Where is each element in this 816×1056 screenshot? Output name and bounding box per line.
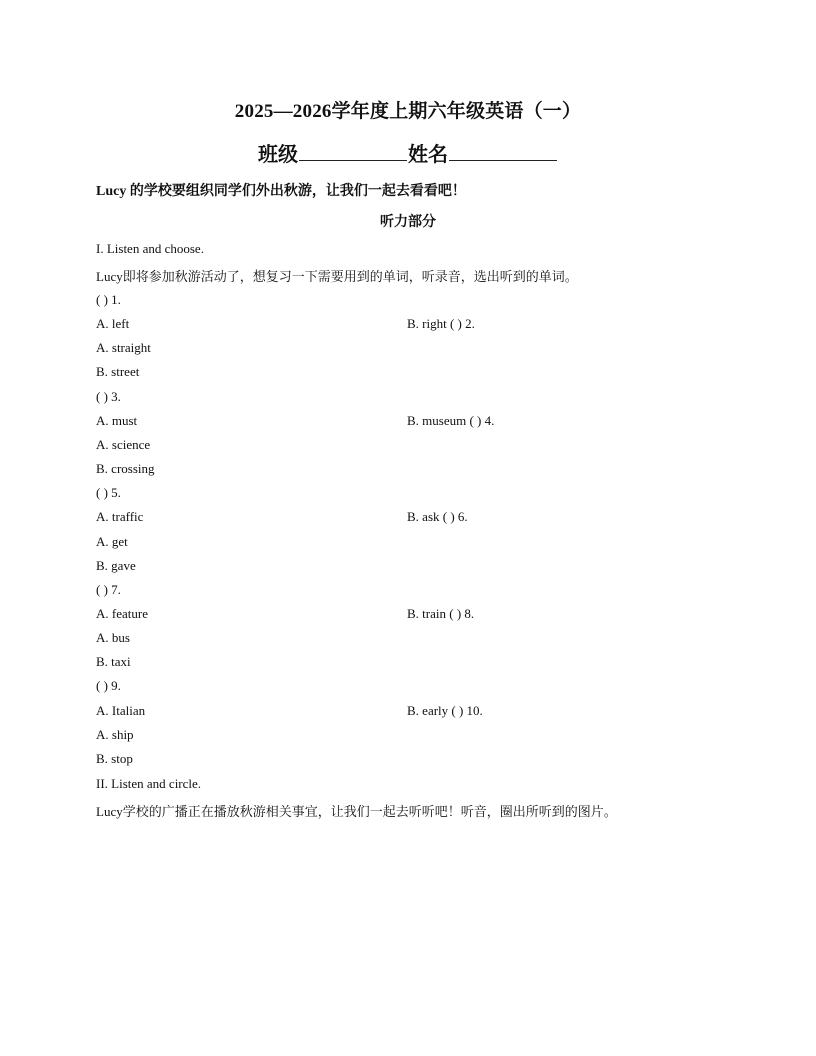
page-title: 2025—2026学年度上期六年级英语（一） <box>234 101 582 122</box>
question-line: A. get <box>96 534 128 549</box>
question-line: ( ) 5. <box>96 485 121 500</box>
listening-section-heading: 听力部分 <box>380 215 436 230</box>
class-label: 班级 <box>258 144 298 166</box>
question-line: A. must <box>96 413 138 428</box>
class-blank[interactable] <box>299 140 407 161</box>
intro-text: Lucy 的学校要组织同学们外出秋游，让我们一起去看看吧！ <box>96 184 466 199</box>
question-option-right: B. early ( ) 10. <box>407 703 483 718</box>
question-option-right: B. museum ( ) 4. <box>407 413 495 428</box>
question-line: B. taxi <box>96 654 131 669</box>
name-label: 姓名 <box>408 144 448 166</box>
question-line: A. Italian <box>96 703 146 718</box>
question-line: ( ) 7. <box>96 582 121 597</box>
question-line: ( ) 1. <box>96 292 121 307</box>
question-line: A. ship <box>96 727 134 742</box>
question-line: A. straight <box>96 340 151 355</box>
question-line: B. stop <box>96 751 133 766</box>
question-option-right: B. ask ( ) 6. <box>407 509 468 524</box>
question-line: A. left <box>96 316 130 331</box>
question-line: A. science <box>96 437 151 452</box>
class-name-line <box>0 138 816 167</box>
question-line: A. feature <box>96 606 148 621</box>
question-line: A. traffic <box>96 509 144 524</box>
question-line: B. crossing <box>96 461 155 476</box>
question-option-right: B. right ( ) 2. <box>407 316 475 331</box>
question-line: ( ) 3. <box>96 389 121 404</box>
question-option-right: B. train ( ) 8. <box>407 606 475 621</box>
question-line: B. gave <box>96 558 136 573</box>
part2-heading: II. Listen and circle. <box>96 776 202 791</box>
part2-instruction: Lucy学校的广播正在播放秋游相关事宜，让我们一起去听听吧！听音，圈出所听到的图片。 <box>96 804 617 819</box>
part1-instruction: Lucy即将参加秋游活动了，想复习一下需要用到的单词，听录音，选出听到的单词。 <box>96 269 578 284</box>
question-line: A. bus <box>96 630 130 645</box>
question-line: B. street <box>96 364 140 379</box>
part1-heading: I. Listen and choose. <box>96 241 204 256</box>
question-line: ( ) 9. <box>96 678 121 693</box>
name-blank[interactable] <box>449 140 557 161</box>
